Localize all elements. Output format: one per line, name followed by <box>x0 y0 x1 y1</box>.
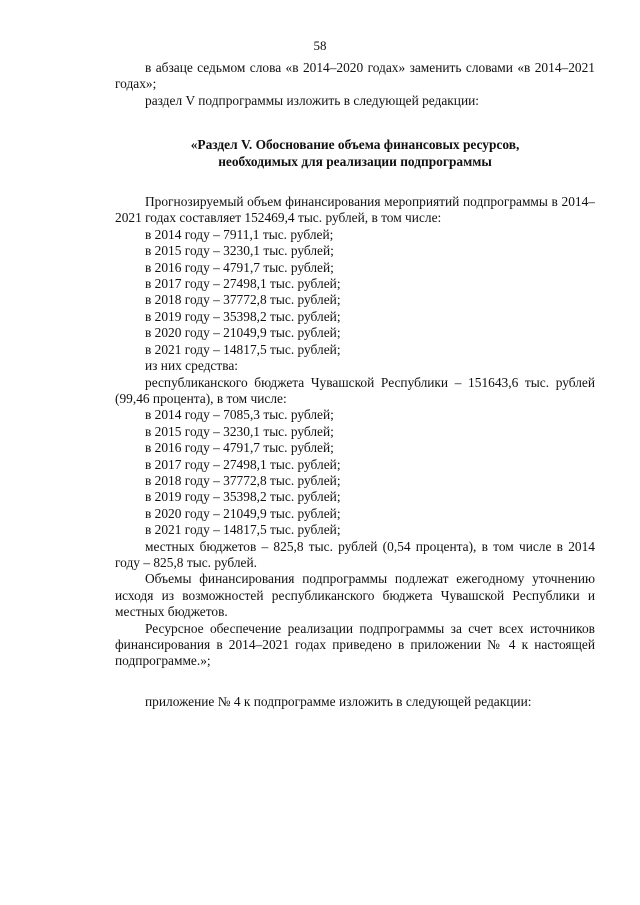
section-heading <box>115 137 595 170</box>
total-year-line: в 2018 году – 37772,8 тыс. рублей; <box>145 292 341 308</box>
section-heading-line-1: «Раздел V. Обоснование объема финансовых ресурсов, <box>190 137 520 153</box>
republic-year-line: в 2019 году – 35398,2 тыс. рублей; <box>145 489 341 505</box>
republic-year-line: в 2018 году – 37772,8 тыс. рублей; <box>145 472 341 488</box>
sources-label: из них средства: <box>145 358 239 374</box>
local-budget-paragraph: местных бюджетов – 825,8 тыс. рублей (0,54 процента), в том числе в 2014 году – 825,8 тыс. рублей. <box>115 538 595 570</box>
republic-years-list <box>115 407 595 538</box>
document-body <box>115 60 595 710</box>
intro-paragraph-1: в абзаце седьмом слова «в 2014–2020 годах» заменить словами «в 2014–2021 годах»; <box>115 60 595 92</box>
total-year-line: в 2019 году – 35398,2 тыс. рублей; <box>145 308 341 324</box>
section-heading-line-2: необходимых для реализации подпрограммы <box>218 153 492 169</box>
republic-year-line: в 2014 году – 7085,3 тыс. рублей; <box>145 407 334 423</box>
republic-budget-paragraph: республиканского бюджета Чувашской Республики – 151643,6 тыс. рублей (99,46 процента), в том числе: <box>115 374 595 406</box>
republic-year-line: в 2020 году – 21049,9 тыс. рублей; <box>145 505 341 521</box>
total-year-line: в 2021 году – 14817,5 тыс. рублей; <box>145 341 341 357</box>
page-number: 58 <box>313 38 327 53</box>
closing-paragraph-1: Объемы финансирования подпрограммы подлежат ежегодному уточнению исходя из возможностей республиканского бюджета Чувашской Республики и местных бюджетов. <box>115 571 595 620</box>
closing-paragraph-2: Ресурсное обеспечение реализации подпрограммы за счет всех источников финансирования в 2014–2021 годах приведено в приложении № 4 к настоящей подпрограмме.»; <box>115 620 595 669</box>
total-year-line: в 2017 году – 27498,1 тыс. рублей; <box>145 276 341 292</box>
intro-paragraph-2: раздел V подпрограммы изложить в следующей редакции: <box>145 92 480 108</box>
closing-paragraph-3: приложение № 4 к подпрограмме изложить в следующей редакции: <box>145 693 532 709</box>
total-financing-paragraph: Прогнозируемый объем финансирования мероприятий подпрограммы в 2014–2021 годах составляет 152469,4 тыс. рублей, в том числе: <box>115 194 595 226</box>
total-year-line: в 2015 году – 3230,1 тыс. рублей; <box>145 243 334 259</box>
republic-year-line: в 2015 году – 3230,1 тыс. рублей; <box>145 423 334 439</box>
total-years-list <box>115 227 595 358</box>
total-year-line: в 2020 году – 21049,9 тыс. рублей; <box>145 325 341 341</box>
total-year-line: в 2014 году – 7911,1 тыс. рублей; <box>145 226 334 242</box>
republic-year-line: в 2016 году – 4791,7 тыс. рублей; <box>145 440 334 456</box>
republic-year-line: в 2021 году – 14817,5 тыс. рублей; <box>145 522 341 538</box>
republic-year-line: в 2017 году – 27498,1 тыс. рублей; <box>145 456 341 472</box>
total-year-line: в 2016 году – 4791,7 тыс. рублей; <box>145 259 334 275</box>
